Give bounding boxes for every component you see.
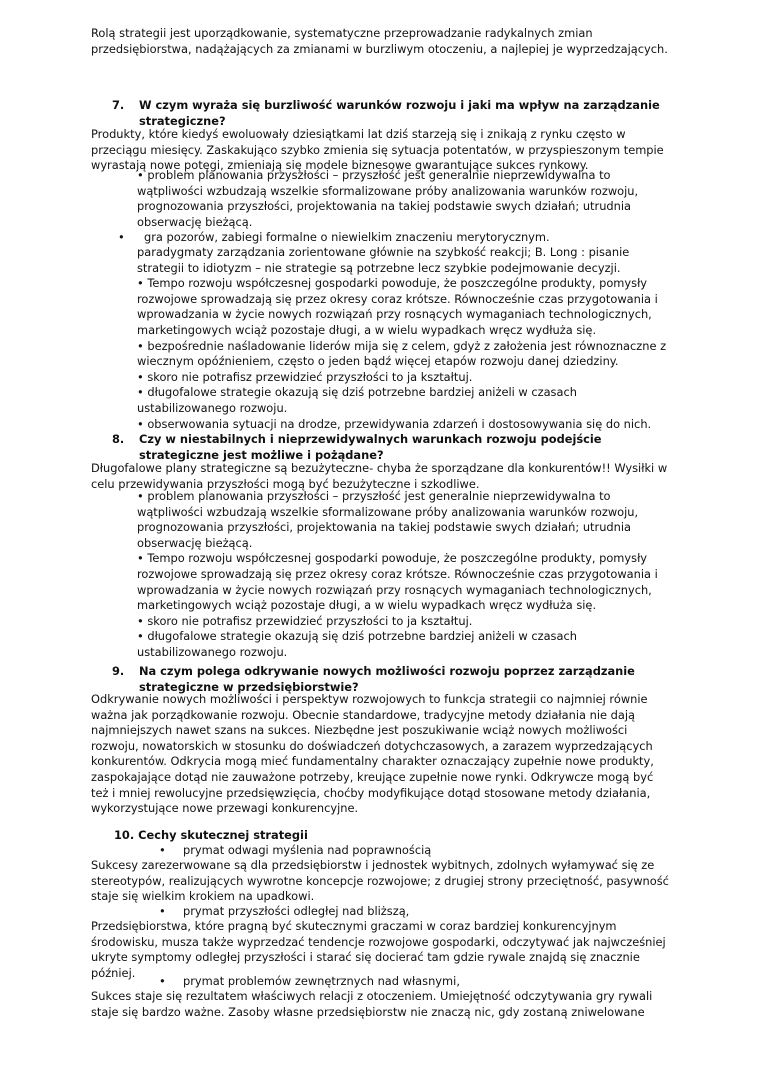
question-10-bullet-1 — [159, 843, 659, 859]
question-7-title: W czym wyraża się burzliwość warunków rozwoju i jaki ma wpływ na zarządzanie strategiczne? — [139, 98, 660, 128]
bullet-icon: • — [159, 843, 166, 857]
bullet-icon: • — [118, 230, 125, 244]
bullet-text: prymat odwagi myślenia nad poprawnością — [183, 843, 432, 857]
question-8-body: Długofalowe plany strategiczne są bezużyteczne- chyba że sporządzane dla konkurentów!! Wysiłki w celu przewidywania przyszłości mogą być bezużyteczne i szkodliwe. — [91, 461, 668, 491]
question-10-paragraph-3: Sukces staje się rezultatem właściwych relacji z otoczeniem. Umiejętność odczytywania gry rywali staje się bardzo ważne. Zasoby własne przedsiębiorstw nie znaczą nic, gdy zostaną zniwelowane — [91, 989, 653, 1019]
list-item: gra pozorów, zabiegi formalne o niewielkim znaczeniu merytorycznym. — [144, 230, 550, 244]
question-8-list — [137, 489, 673, 661]
question-9-number: 9. — [112, 664, 125, 678]
list-item: paradygmaty zarządzania zorientowane głównie na szybkość reakcji; B. Long : pisanie strategii to idiotyzm – nie strategie są potrzebne lecz szybkie podejmowanie decyzji. — [137, 245, 630, 275]
question-10-bullet-2 — [159, 904, 659, 920]
bullet-text: prymat przyszłości odległej nad bliższą, — [183, 904, 410, 918]
list-item: • Tempo rozwoju współczesnej gospodarki powoduje, że poszczególne produkty, pomysły rozwojowe sprowadzają się przez okresy coraz krótsze. Równocześnie czas przygotowania i wprowadzania w życie nowych rozwiązań przy rosnących wymaganiach technologicznych, marketingowych wciąż pozostaje długi, a w wielu wypadkach wręcz wydłuża się. — [137, 276, 658, 337]
list-item: • Tempo rozwoju współczesnej gospodarki powoduje, że poszczególne produkty, pomysły rozwojowe sprowadzają się przez okresy coraz krótsze. Równocześnie czas przygotowania i wprowadzania w życie nowych rozwiązań przy rosnących wymaganiach technologicznych, marketingowych wciąż pozostaje długi, a w wielu wypadkach wręcz wydłuża się. — [137, 551, 658, 613]
list-item: • problem planowania przyszłości – przyszłość jest generalnie nieprzewidywalna to wątpliwości wzbudzają wszelkie sformalizowane próby analizowania warunków rozwoju, prognozowania przyszłości, projektowania na takiej podstawie swych działań; utrudnia obserwację bieżącą. — [137, 168, 639, 229]
question-10-paragraph-2: Przedsiębiorstwa, które pragną być skutecznymi graczami w coraz bardziej konkurencyjnym środowisku, musza także wyprzedzać tendencje rozwojowe gospodarki, odczytywać jak najwcześniej ukryte symptomy odległej przyszłości i starać się docierać tam gdzie rywale znajdą się znacznie później. — [91, 919, 666, 980]
question-9-body: Odkrywanie nowych możliwości i perspektyw rozwojowych to funkcja strategii co najmniej równie ważna jak porządkowanie rozwoju. Obecnie standardowe, tradycyjne metody działania nie dają najmniejszych nawet szans na sukces. Niezbędne jest poszukiwanie wciąż nowych możliwości rozwoju, nowatorskich w stosunku do doświadczeń dotychczasowych, a zarazem wyprzedzających konkurentów. Odkrycia mogą mieć fundamentalny charakter oznaczający zupełnie nowe produkty, zaspokajające dotąd nie zauważone potrzeby, kreujące zupełnie nowe rynki. Odkrywcze mogą być też i mniej rewolucyjne przedsięwzięcia, choćby modyfikujące dotąd stosowane metody działania, wykorzystujące nowe przewagi konkurencyjne. — [91, 692, 654, 816]
question-8-title: Czy w niestabilnych i nieprzewidywalnych warunkach rozwoju podejście strategiczne jest możliwe i pożądane? — [139, 432, 602, 462]
question-8-number: 8. — [112, 432, 125, 446]
question-10-paragraph-1: Sukcesy zarezerwowane są dla przedsiębiorstw i jednostek wybitnych, zdolnych wyłamywać się ze stereotypów, realizujących wywrotne koncepcje rozwojowe; z drugiej strony przeciętność, pasywność staje się wielkim krokiem na upadkowi. — [91, 858, 669, 904]
intro-paragraph: Rolą strategii jest uporządkowanie, systematyczne przeprowadzanie radykalnych zmian przedsiębiorstwa, nadążających za zmianami w burzliwym otoczeniu, a najlepiej je wyprzedzających. — [91, 26, 668, 56]
list-item: • skoro nie potrafisz przewidzieć przyszłości to ja kształtuj. — [137, 369, 473, 384]
bullet-icon: • — [159, 904, 166, 918]
question-7-bullet-item — [118, 230, 678, 246]
list-item: • problem planowania przyszłości – przyszłość jest generalnie nieprzewidywalna to wątpliwości wzbudzają wszelkie sformalizowane próby analizowania warunków rozwoju, prognozowania przyszłości, projektowania na takiej podstawie swych działań; utrudnia obserwację bieżącą. — [137, 489, 639, 550]
question-7-list-a — [137, 168, 673, 230]
question-8-heading — [112, 432, 672, 463]
question-10-bullet-3 — [159, 974, 659, 990]
question-7-heading — [112, 98, 672, 129]
list-item: • długofalowe strategie okazują się dziś potrzebne bardziej aniżeli w czasach ustabilizowanego rozwoju. — [137, 629, 577, 659]
bullet-icon: • — [159, 974, 166, 988]
question-7-list-b — [137, 245, 673, 432]
bullet-text: prymat problemów zewnętrznych nad własnymi, — [183, 974, 460, 988]
question-10-heading: 10. Cechy skutecznej strategii — [114, 828, 308, 842]
list-item: • obserwowania sytuacji na drodze, przewidywania zdarzeń i dostosowywania się do nich. — [137, 416, 652, 431]
list-item: • długofalowe strategie okazują się dziś potrzebne bardziej aniżeli w czasach ustabilizowanego rozwoju. — [137, 385, 577, 415]
list-item: • bezpośrednie naśladowanie liderów mija się z celem, gdyż z założenia jest równoznaczne z wiecznym opóźnieniem, często o jeden bądź więcej etapów rozwoju danej dziedziny. — [137, 338, 667, 369]
question-7-number: 7. — [112, 98, 125, 112]
question-9-heading — [112, 664, 672, 695]
question-7-body: Produkty, które kiedyś ewoluowały dziesiątkami lat dziś starzeją się i znikają z rynku często w przeciągu miesięcy. Zaskakująco szybko zmienia się sytuacja potentatów, w przyspieszonym tempie wyrastają nowe potęgi, zmieniają się modele biznesowe gwarantujące sukces rynkowy. — [91, 127, 664, 173]
list-item: • skoro nie potrafisz przewidzieć przyszłości to ja kształtuj. — [137, 613, 473, 628]
question-9-title: Na czym polega odkrywanie nowych możliwości rozwoju poprzez zarządzanie strategiczne w przedsiębiorstwie? — [139, 664, 635, 694]
